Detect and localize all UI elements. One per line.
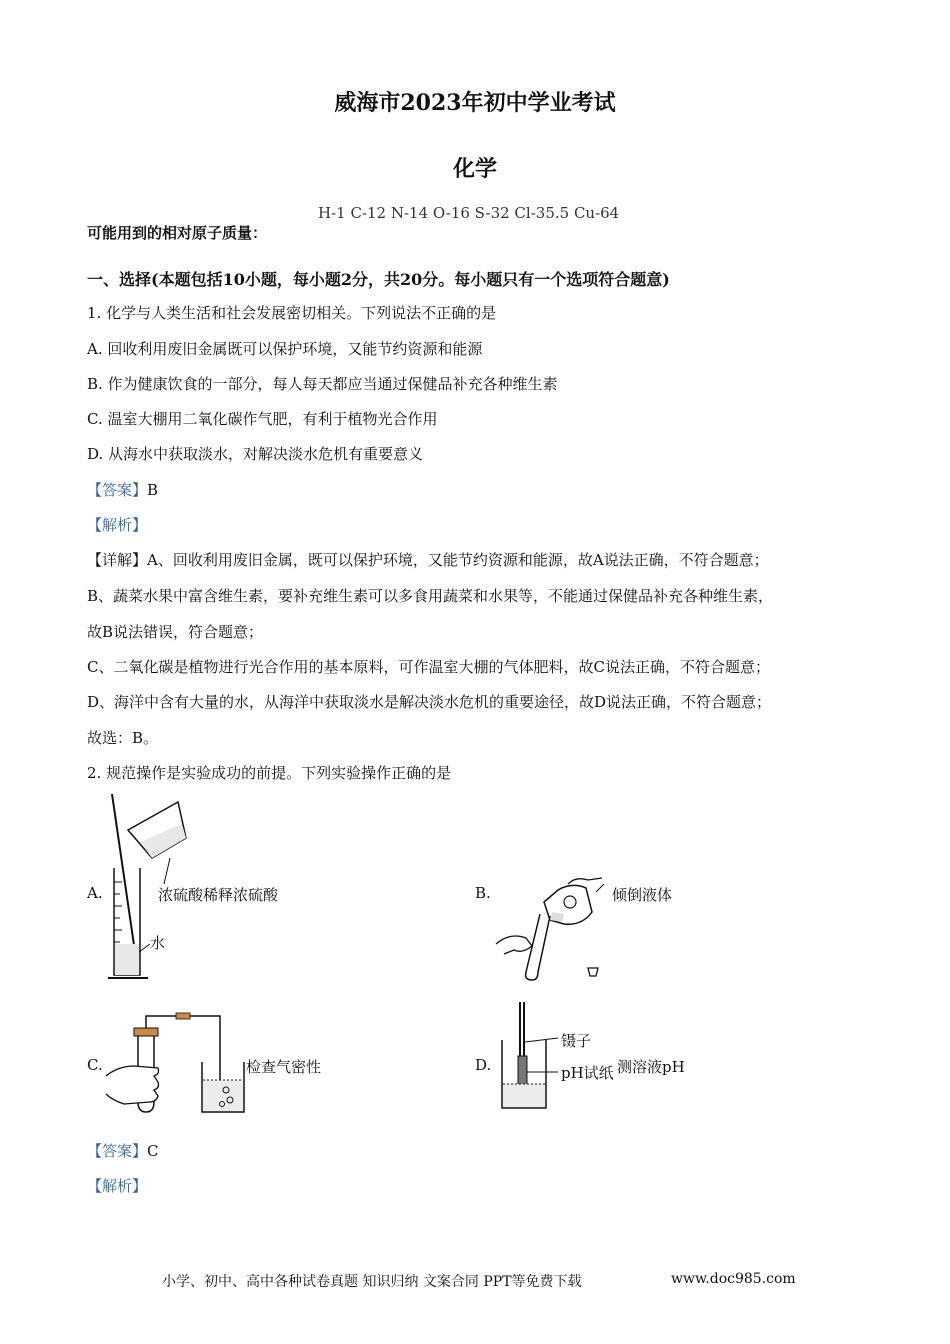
question-2-option-c-letter: C.	[87, 1056, 103, 1074]
subject-title: 化学	[452, 156, 497, 182]
question-2-option-a-letter: A.	[87, 884, 103, 902]
question-2-option-b-letter: B.	[475, 884, 491, 902]
atomic-mass-values: H-1 C-12 N-14 O-16 S-32 Cl-35.5 Cu-64	[318, 204, 620, 222]
answer-tag: 【答案】	[87, 481, 148, 499]
question-1-analysis-tag: 【解析】	[87, 516, 148, 534]
pour-liquid-illustration	[492, 872, 612, 982]
answer-value: B	[147, 481, 159, 499]
detail-tag: 【详解】	[87, 551, 148, 569]
question-1-answer	[87, 479, 158, 500]
question-2-analysis-tag: 【解析】	[87, 1177, 148, 1195]
question-1-detail-line: C、二氧化碳是植物进行光合作用的基本原料，可作温室大棚的气体肥料，故C说法正确，不符合题意；	[87, 658, 770, 676]
question-2-stem: 2. 规范操作是实验成功的前提。下列实验操作正确的是	[87, 764, 452, 782]
option-b-caption: 倾倒液体	[612, 886, 673, 904]
detail-text: A、回收利用废旧金属，既可以保护环境，又能节约资源和能源，故A说法正确，不符合题意；	[147, 551, 769, 569]
airtightness-illustration	[104, 1010, 250, 1114]
exam-title: 威海市2023年初中学业考试	[334, 90, 616, 116]
question-1-stem: 1. 化学与人类生活和社会发展密切相关。下列说法不正确的是	[87, 304, 497, 322]
question-1-option-a: A. 回收利用废旧金属既可以保护环境，又能节约资源和能源	[87, 340, 483, 358]
option-d-caption: 测溶液pH	[617, 1058, 685, 1076]
option-a-caption: 浓硫酸稀释浓硫酸	[158, 886, 279, 904]
answer-tag: 【答案】	[87, 1142, 148, 1160]
footer-link[interactable]: www.doc985.com	[671, 1271, 796, 1287]
question-1-option-d: D. 从海水中获取淡水，对解决淡水危机有重要意义	[87, 445, 424, 463]
tweezers-label: 镊子	[561, 1032, 592, 1050]
question-2-option-d-letter: D.	[475, 1056, 492, 1074]
footer-text: 小学、初中、高中各种试卷真题 知识归纳 文案合同 PPT等免费下载	[162, 1274, 582, 1290]
atomic-mass-label: 可能用到的相对原子质量：	[87, 224, 268, 242]
question-1-detail-line: 故B说法错误，符合题意；	[87, 623, 264, 641]
question-1-option-b: B. 作为健康饮食的一部分，每人每天都应当通过保健品补充各种维生素	[87, 375, 558, 393]
answer-value: C	[147, 1142, 159, 1160]
water-label: 水	[150, 934, 166, 952]
question-1-option-c: C. 温室大棚用二氧化碳作气肥，有利于植物光合作用	[87, 410, 438, 428]
question-1-detail-line: 故选：B。	[87, 729, 159, 747]
question-1-detail-line	[87, 549, 769, 570]
ph-paper-label: pH试纸	[561, 1064, 614, 1082]
question-1-detail-line: D、海洋中含有大量的水，从海洋中获取淡水是解决淡水危机的重要途径，故D说法正确，不符合题意；	[87, 693, 772, 711]
question-2-answer	[87, 1140, 159, 1161]
option-c-caption: 检查气密性	[246, 1058, 322, 1076]
ph-test-illustration	[498, 1002, 562, 1112]
section-heading: 一、选择(本题包括10小题，每小题2分，共20分。每小题只有一个选项符合题意)	[87, 270, 670, 289]
question-1-detail-line: B、蔬菜水果中富含维生素，要补充维生素可以多食用蔬菜和水果等，不能通过保健品补充各种维生素，	[87, 587, 774, 605]
